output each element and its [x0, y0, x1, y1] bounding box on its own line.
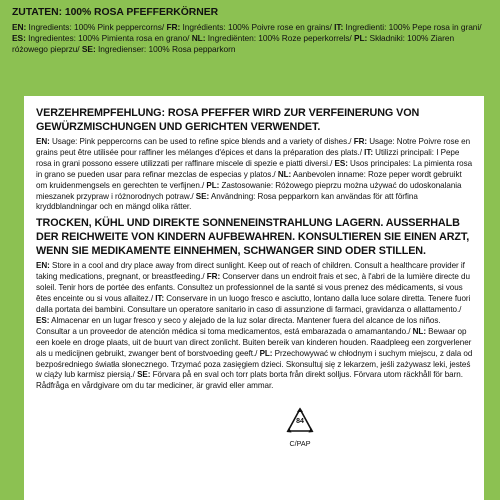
lang-text: Usage: Notre Poivre rose en grains peut être utilisée pour raffiner les mélanges d'épices et dans la préparation des plats./ — [36, 137, 471, 157]
lang-code: ES: — [334, 158, 348, 168]
usage-text — [36, 137, 474, 213]
lang-text: Utilizzi principali: I Pepe rosa in grani possono essere utilizzati per raffinare miscele di spezie e piatti diversi./ — [36, 147, 460, 168]
lang-code: IT: — [155, 294, 165, 304]
lang-code: NL: — [277, 169, 292, 179]
recycling-symbol-icon — [284, 406, 316, 450]
lang-text: Składniki: 100% Ziaren różowego pieprzu/ — [12, 33, 455, 54]
lang-code: SE: — [137, 370, 151, 380]
usage-heading: VERZEHREMPFEHLUNG: ROSA PFEFFER WIRD ZUR VERFEINERUNG VON GEWÜRZMISCHUNGEN UND GERICHTEN VERWENDET. — [36, 107, 420, 133]
lang-code: SE: — [81, 44, 96, 54]
lang-text: Ingredienti: 100% Pepe rosa in grani/ — [343, 22, 482, 32]
lang-text: Ingrediënten: 100% Roze peperkorrels/ — [205, 33, 354, 43]
lang-text: Ingredienser: 100% Rosa pepparkorn — [95, 44, 236, 54]
lang-code: EN: — [12, 22, 27, 32]
storage-heading: TROCKEN, KÜHL UND DIREKTE SONNENEINSTRAHLUNG LAGERN. AUSSERHALB DER REICHWEITE VON KINDERN AUFBEWAHREN. KONSULTIEREN SIE EINEN ARZT, WENN SIE MEDIKAMENTE EINNEHMEN, SCHWANGER SIND ODER STILLEN. — [36, 217, 470, 258]
ingredients-band — [0, 0, 500, 88]
lang-text: Usage: Pink peppercorns can be used to refine spice blends and a variety of dishes./ — [49, 137, 354, 146]
lang-code: PL: — [259, 348, 273, 358]
lang-code: PL: — [353, 33, 368, 43]
lang-text: Förvara på en sval och torr plats borta från direkt solljus. Förvara utom räckhåll för barn. Rådfråga en vårdgivare om du tar mediciner, är gravid eller ammar. — [36, 370, 463, 391]
lang-text: Almacenar en un lugar fresco y seco y alejado de la luz solar directa. Mantener fuera del alcance de los niños. Consultar a un proveedor de atención médica si toma medicamentos, está embarazada o amamantando./ — [36, 315, 441, 336]
lang-code: FR: — [166, 22, 181, 32]
lang-code: EN: — [36, 261, 50, 271]
lang-text: Ingredientes: 100% Pimienta rosa en grano/ — [25, 33, 192, 43]
recycle-label: C/PAP — [289, 439, 311, 448]
info-panel — [24, 96, 484, 500]
recycle-code: 84 — [296, 418, 304, 425]
storage-text — [36, 261, 474, 392]
zutaten-heading: ZUTATEN: 100% ROSA PFEFFERKÖRNER — [12, 7, 219, 18]
lang-code: FR: — [206, 272, 221, 282]
lang-code: EN: — [36, 137, 50, 146]
lang-text: Store in a cool and dry place away from direct sunlight. Keep out of reach of children. Consult a healthcare provider if taking medications, pregnant, or breastfeeding./ — [36, 261, 465, 282]
lang-text: Conservare in un luogo fresco e asciutto, lontano dalla luce solare diretta. Tenere fuori dalla portata dei bambini. Consultare un operatore sanitario in caso di assunzione di farmaci, gravidanza o allattamento./ — [36, 294, 471, 314]
lang-text: Usos principales: La pimienta rosa in grano se pueden usar para refinar mezclas de especias y platos./ — [36, 158, 473, 179]
lang-code: SE: — [195, 191, 210, 201]
lang-text: Ingrédients: 100% Poivre rose en grains/ — [180, 22, 335, 32]
lang-text: Användning: Rosa pepparkorn kan användas för att förfina kryddblandningar och en mängd olika rätter. — [36, 191, 418, 212]
lang-text: Przechowywać w chłodnym i suchym miejscu, z dala od bezpośredniego światła słonecznego. Trzymać poza zasięgiem dzieci. Skonsultuj się z lekarzem, jeśli zażywasz leki, jesteś w ciąży lub karmisz piersią./ — [36, 348, 473, 380]
lang-text: Aanbevolen inname: Roze peper wordt gebruikt om kruidenmengsels en gerechten te verfijnen./ — [36, 169, 462, 190]
lang-code: ES: — [12, 33, 26, 43]
lang-code: IT: — [364, 147, 373, 157]
lang-code: ES: — [36, 315, 50, 325]
ingredients-text — [12, 22, 490, 55]
lang-text: Bewaar op een koele en droge plaats, uit de buurt van direct zonlicht. Buiten bereik van kinderen houden. Raadpleeg een zorgverlener als u medicijnen gebruikt, zwanger bent of borstvoeding geeft./ — [36, 326, 472, 358]
lang-text: Ingredients: 100% Pink peppercorns/ — [26, 22, 167, 32]
storage-block — [36, 261, 474, 392]
lang-code: NL: — [191, 33, 206, 43]
lang-text: Conserver dans un endroit frais et sec, à l'abri de la lumière directe du soleil. Tenir hors de portée des enfants. Consultez un professionnel de la santé si vous prenez des médicaments, si vous êtes enceinte ou si vous allaitez./ — [36, 272, 470, 304]
lang-code: NL: — [412, 326, 426, 336]
lang-code: IT: — [334, 22, 344, 32]
lang-text: Zastosowanie: Różowego pieprzu można używać do udoskonalania mieszanek przypraw i różnorodnych potraw./ — [36, 180, 462, 201]
lang-code: PL: — [206, 180, 220, 190]
lang-code: FR: — [353, 137, 368, 146]
